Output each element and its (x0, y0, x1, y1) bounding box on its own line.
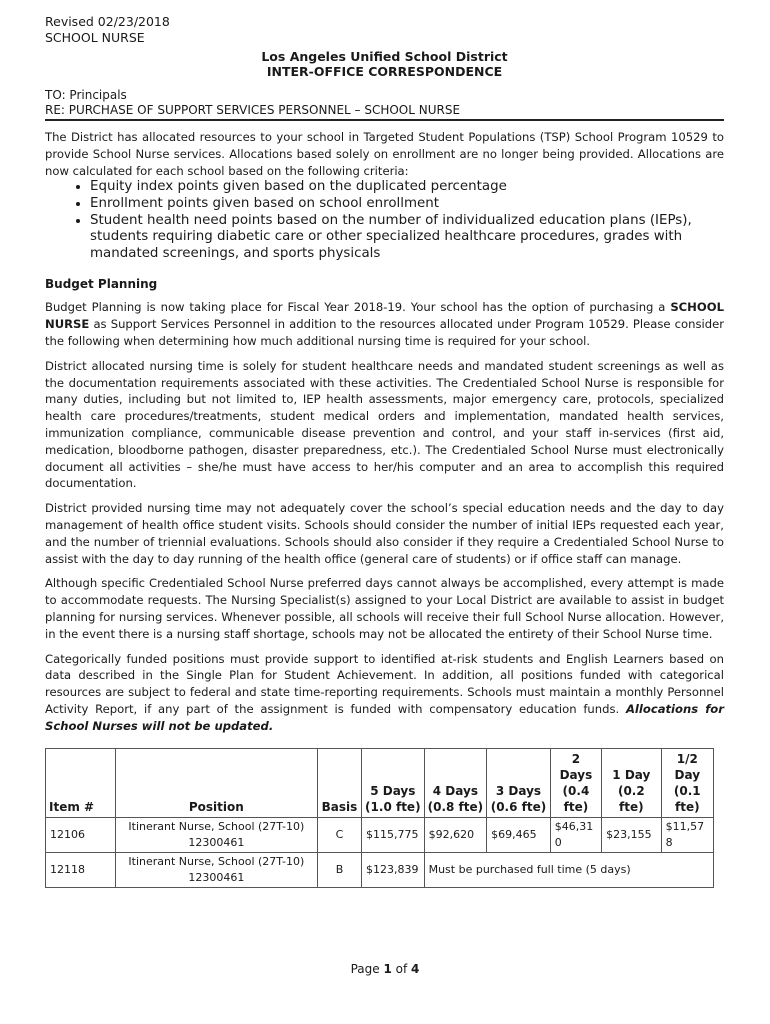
col-header-1day: 1 Day (0.2 fte) (602, 749, 662, 818)
item-number: 12118 (46, 853, 116, 888)
col-header-2days: 2 Days (0.4 fte) (550, 749, 601, 818)
budget-paragraph-4: Although specific Credentialed School Nurse preferred days cannot always be accomplished, every attempt is made to accommodate requests. The Nursing Specialist(s) assigned to your Local District are available to assist in budget planning for nursing services. Whenever possible, all schools will receive their full School Nurse allocation. However, in the event there is a nursing staff shortage, schools may not be allocated the entirety of their School Nurse time. (45, 576, 724, 641)
intro-paragraph: The District has allocated resources to your school in Targeted Student Populations (TSP) School Program 10529 to provide School Nurse services. Allocations based solely on enrollment are no longer being provided. Allocations are now calculated for each school based on the following criteria: (45, 130, 724, 178)
col-header-basis: Basis (317, 749, 361, 818)
price-half-day: $11,578 (661, 818, 713, 853)
basis-cell: C (317, 818, 361, 853)
col-header-position: Position (115, 749, 317, 818)
table-row (46, 853, 714, 888)
page-number: 1 (383, 962, 392, 976)
position-cell: Itinerant Nurse, School (27T-10) 12300461 (115, 853, 317, 888)
correspondence-type: INTER-OFFICE CORRESPONDENCE (266, 64, 503, 79)
department-label: SCHOOL NURSE (45, 30, 145, 45)
table-row (46, 818, 714, 853)
col-header-item: Item # (46, 749, 116, 818)
criteria-item: • Student health need points based on the number of individualized education plans (IEPs), students requiring diabetic care or other specialized healthcare procedures, grades with mandated screenings, and sports physicals (90, 213, 724, 263)
col-header-3days: 3 Days (0.6 fte) (487, 749, 551, 818)
price-2days: $46,310 (550, 818, 601, 853)
revised-date: Revised 02/23/2018 (45, 14, 170, 29)
school-nurse-emphasis: SCHOOL NURSE (45, 300, 724, 332)
memo-re: RE: PURCHASE OF SUPPORT SERVICES PERSONNEL – SCHOOL NURSE (45, 103, 461, 117)
price-3days: $69,465 (487, 818, 551, 853)
price-4days: $92,620 (424, 818, 487, 853)
page-footer: Page 1 of 4 (350, 962, 420, 976)
position-cell: Itinerant Nurse, School (27T-10) 12300461 (115, 818, 317, 853)
basis-cell: B (317, 853, 361, 888)
document-page (45, 14, 724, 888)
memo-to: TO: Principals (45, 88, 127, 102)
pricing-table (45, 748, 714, 888)
item-number: 12106 (46, 818, 116, 853)
table-header-row (46, 749, 714, 818)
col-header-4days: 4 Days (0.8 fte) (424, 749, 487, 818)
col-header-half-day: 1/2 Day (0.1 fte) (661, 749, 713, 818)
price-1day: $23,155 (602, 818, 662, 853)
criteria-item: • Equity index points given based on the duplicated percentage (90, 179, 724, 196)
price-5days: $115,775 (362, 818, 425, 853)
full-time-note: Must be purchased full time (5 days) (424, 853, 713, 888)
budget-paragraph-3: District provided nursing time may not adequately cover the school’s special education needs and the day to day management of health office student visits. Schools should consider the number of initial IEPs requested each year, and the number of triennial evaluations. Schools should also consider if they require a Credentialed School Nurse to assist with the day to day running of the health office (general care of students) or if office staff can manage. (45, 501, 724, 566)
price-5days: $123,839 (362, 853, 425, 888)
page-total: 4 (411, 962, 420, 976)
allocation-notice: Allocations for School Nurses will not be updated. (45, 701, 724, 733)
organization-title: Los Angeles Unified School District (261, 49, 508, 64)
budget-paragraph-2: District allocated nursing time is solely for student healthcare needs and mandated student screenings as well as the documentation requirements associated with these activities. The Credentialed School Nurse is responsible for many duties, including but not limited to, IEP health assessments, major emergency care, protocols, specialized health care procedures/treatments, student medical orders and implementation, mandated health services, immunization compliance, communicable disease prevention and control, and your staff in-services (first aid, medication, bloodborne pathogen, disaster preparedness, etc.). The Credentialed School Nurse must electronically document all activities – she/he must have access to her/his computer and an area to accomplish this required documentation. (45, 358, 724, 491)
budget-paragraph-5: Categorically funded positions must provide support to identified at-risk students and English Learners based on data described in the Single Plan for Student Achievement. In addition, all positions funded with categorical resources are subject to federal and state time-reporting requirements. Schools must maintain a monthly Personnel Activity Report, if any part of the assignment is funded with compensatory education funds. Allocations for School Nurses will not be updated. (45, 651, 724, 733)
budget-heading: Budget Planning (45, 277, 158, 292)
header-divider (45, 119, 724, 121)
col-header-5days: 5 Days (1.0 fte) (362, 749, 425, 818)
criteria-item: • Enrollment points given based on school enrollment (90, 196, 724, 213)
criteria-list (45, 179, 724, 262)
budget-paragraph-1: Budget Planning is now taking place for Fiscal Year 2018-19. Your school has the option of purchasing a SCHOOL NURSE as Support Services Personnel in addition to the resources allocated under Program 10529. Please consider the following when determining how much additional nursing time is required for your school. (45, 300, 724, 348)
